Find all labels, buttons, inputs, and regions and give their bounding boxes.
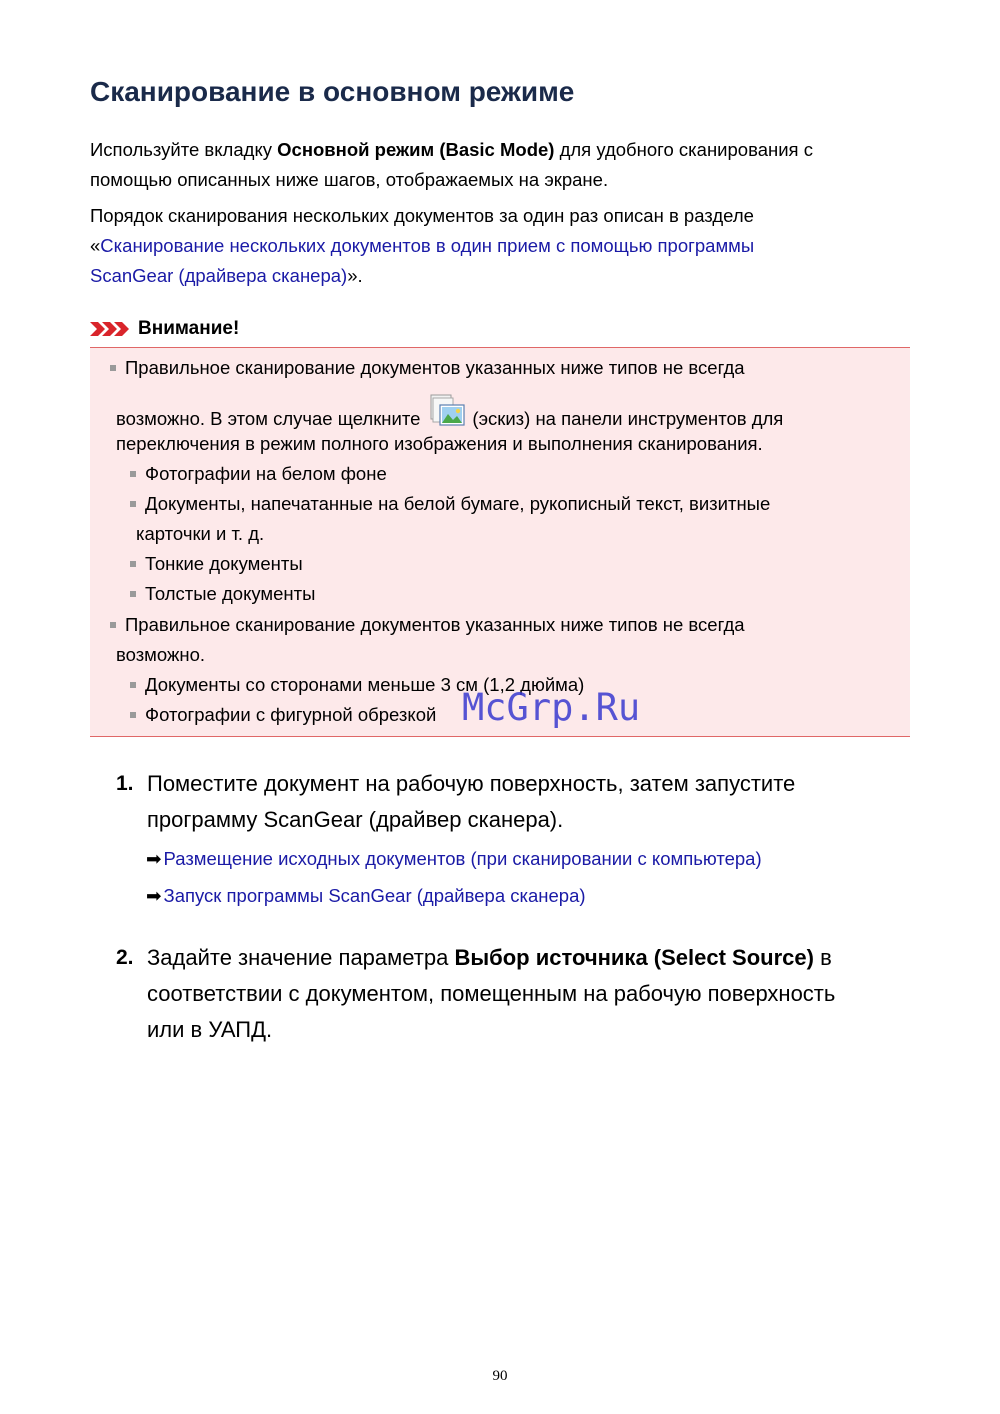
attention-text: Фотографии на белом фоне <box>145 463 387 484</box>
attention-text: Документы со сторонами меньше 3 см (1,2 дюйма) <box>145 674 585 695</box>
bullet-icon <box>130 501 136 507</box>
step-number: 2. <box>116 946 134 969</box>
attention-item-2 <box>110 610 745 640</box>
attention-subitem <box>130 459 387 489</box>
bullet-icon <box>130 591 136 597</box>
attention-subitem-cont <box>136 519 264 549</box>
page-title: Сканирование в основном режиме <box>90 76 575 107</box>
attention-title: Внимание! <box>138 318 240 339</box>
attention-text: карточки и т. д. <box>136 523 265 544</box>
intro-text: помощью описанных ниже шагов, отображаемых на экране. <box>90 169 609 190</box>
multi-scan-link[interactable] <box>90 235 754 286</box>
step-text: или в УАПД. <box>147 1017 273 1042</box>
attention-item-1 <box>110 353 745 383</box>
step-text: соответствии с документом, помещенным на рабочую поверхность <box>147 981 836 1006</box>
attention-text: Фотографии с фигурной обрезкой <box>145 704 437 725</box>
attention-subitem <box>130 579 315 609</box>
select-source-term: Выбор источника (Select Source) <box>454 945 814 970</box>
attention-subitem <box>130 489 770 519</box>
attention-subitem <box>130 700 436 730</box>
quote-open: « <box>90 235 101 256</box>
attention-item-1-cont <box>116 429 763 459</box>
step-number: 1. <box>116 772 134 795</box>
attention-text: Документы, напечатанные на белой бумаге, рукописный текст, визитные <box>145 493 771 514</box>
watermark: McGrp.Ru <box>462 686 641 729</box>
ref-link-start-scangear[interactable] <box>146 881 586 911</box>
attention-text: Толстые документы <box>145 583 316 604</box>
attention-item-2-cont <box>116 640 205 670</box>
bullet-icon <box>130 682 136 688</box>
quote-close: ». <box>347 265 363 286</box>
step-2-text <box>147 940 917 1048</box>
link-text: Сканирование нескольких документов в один прием с помощью программы <box>100 235 755 256</box>
bullet-icon <box>110 365 116 371</box>
intro-text: Порядок сканирования нескольких документов за один раз описан в разделе <box>90 205 754 226</box>
link-text: Запуск программы ScanGear (драйвера сканера) <box>163 885 586 906</box>
attention-text: Тонкие документы <box>145 553 303 574</box>
attention-subitem <box>130 549 303 579</box>
attention-text: (эскиз) на панели инструментов для <box>472 408 784 429</box>
attention-text: возможно. В этом случае щелкните <box>116 408 421 429</box>
ref-link-placing-originals[interactable] <box>146 844 762 874</box>
page-number: 90 <box>492 1368 508 1384</box>
attention-text: Правильное сканирование документов указанных ниже типов не всегда <box>125 357 745 378</box>
step-text: Задайте значение параметра <box>147 945 455 970</box>
arrow-right-icon: ➡ <box>146 848 162 869</box>
bullet-icon <box>130 712 136 718</box>
attention-text: переключения в режим полного изображения и выполнения сканирования. <box>116 433 763 454</box>
link-text: ScanGear (драйвера сканера) <box>90 265 348 286</box>
basic-mode-term: Основной режим (Basic Mode) <box>277 139 555 160</box>
step-1-text <box>147 766 917 838</box>
link-text: Размещение исходных документов (при сканировании с компьютера) <box>163 848 762 869</box>
intro-text: для удобного сканирования с <box>554 139 813 160</box>
bullet-icon <box>130 471 136 477</box>
thumbnail-icon <box>428 394 466 432</box>
bullet-icon <box>110 622 116 628</box>
attention-heading <box>90 314 239 344</box>
attention-arrows-icon <box>90 320 130 338</box>
step-text: программу ScanGear (драйвер сканера). <box>147 807 564 832</box>
step-text: в <box>813 945 832 970</box>
intro-paragraph-1 <box>90 135 910 195</box>
bullet-icon <box>130 561 136 567</box>
intro-text: Используйте вкладку <box>90 139 278 160</box>
attention-text: возможно. <box>116 644 206 665</box>
attention-text: Правильное сканирование документов указанных ниже типов не всегда <box>125 614 745 635</box>
step-text: Поместите документ на рабочую поверхность, затем запустите <box>147 771 796 796</box>
intro-paragraph-2 <box>90 201 910 291</box>
arrow-right-icon: ➡ <box>146 885 162 906</box>
